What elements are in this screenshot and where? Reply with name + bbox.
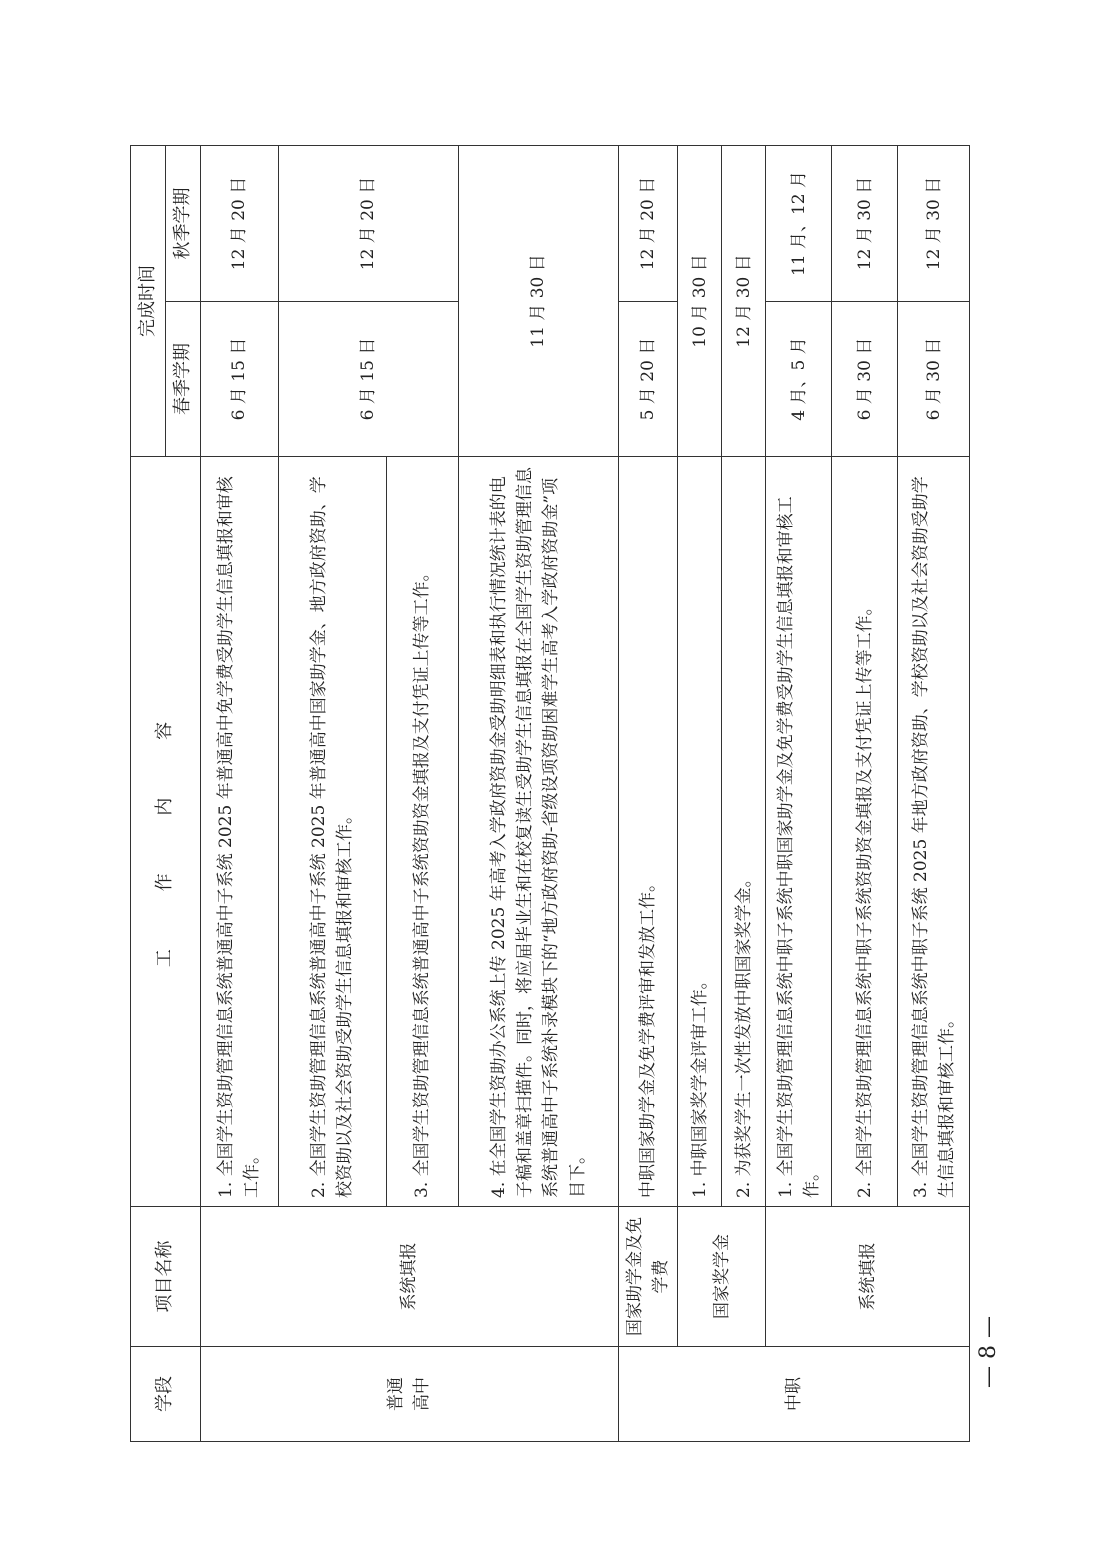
work-cell: 2. 为获奖学生一次性发放中职国家奖学金。 (722, 457, 766, 1207)
autumn-deadline: 12 月 20 日 (618, 146, 678, 302)
work-cell: 中职国家助学金及免学费评审和发放工作。 (618, 457, 678, 1207)
rotated-page (130, 146, 957, 1442)
spring-deadline: 5 月 20 日 (618, 302, 678, 457)
header-autumn: 秋季学期 (165, 146, 200, 302)
spring-deadline: 6 月 15 日 (200, 302, 278, 457)
autumn-deadline: 12 月 30 日 (832, 146, 898, 302)
spring-deadline: 6 月 15 日 (278, 302, 458, 457)
header-project: 项目名称 (131, 1207, 201, 1347)
autumn-deadline: 12 月 20 日 (278, 146, 458, 302)
spring-deadline: 6 月 30 日 (832, 302, 898, 457)
header-spring: 春季学期 (165, 302, 200, 457)
work-cell: 2. 全国学生资助管理信息系统普通高中子系统 2025 年普通高中国家助学金、地方政府资助、学校资助以及社会资助受助学生信息填报和审核工作。 (278, 457, 386, 1207)
header-deadline: 完成时间 (131, 146, 166, 457)
project-cell: 国家奖学金 (678, 1207, 766, 1347)
project-cell: 系统填报 (200, 1207, 618, 1347)
header-work: 工 作 内 容 (131, 457, 201, 1207)
work-cell: 1. 中职国家奖学金评审工作。 (678, 457, 722, 1207)
work-cell: 3. 全国学生资助管理信息系统中职子系统 2025 年地方政府资助、学校资助以及社会资助受助学生信息填报和审核工作。 (898, 457, 970, 1207)
deadline-cell: 11 月 30 日 (458, 146, 618, 457)
work-cell: 2. 全国学生资助管理信息系统中职子系统资助资金填报及支付凭证上传等工作。 (832, 457, 898, 1207)
deadline-cell: 10 月 30 日 (678, 146, 722, 457)
autumn-deadline: 12 月 20 日 (200, 146, 278, 302)
work-cell: 4. 在全国学生资助办公系统上传 2025 年高考入学政府资助金受助明细表和执行情况统计表的电子稿和盖章扫描件。同时，将应届毕业生和在校复读生受助学生信息填报在全国学生资助管理信息系统普通高中子系统补录模块下的“地方政府资助-省级设项资助困难学生高考入学政府资助金”项目下。 (458, 457, 618, 1207)
spring-deadline: 4 月、5 月 (766, 302, 832, 457)
stage-cell: 中职 (618, 1347, 970, 1442)
stage-cell: 普通 高中 (200, 1347, 618, 1442)
deadline-cell: 12 月 30 日 (722, 146, 766, 457)
header-stage: 学段 (131, 1347, 201, 1442)
page-number-text: — 8 — (976, 1316, 1001, 1388)
spring-deadline: 6 月 30 日 (898, 302, 970, 457)
work-cell: 1. 全国学生资助管理信息系统中职子系统中职国家助学金及免学费受助学生信息填报和审核工作。 (766, 457, 832, 1207)
autumn-deadline: 11 月、12 月 (766, 146, 832, 302)
work-cell: 3. 全国学生资助管理信息系统普通高中子系统资助资金填报及支付凭证上传等工作。 (386, 457, 458, 1207)
page-number (966, 1318, 1006, 1418)
project-cell: 系统填报 (766, 1207, 970, 1347)
autumn-deadline: 12 月 30 日 (898, 146, 970, 302)
work-cell: 1. 全国学生资助管理信息系统普通高中子系统 2025 年普通高中免学费受助学生信息填报和审核工作。 (200, 457, 278, 1207)
schedule-table (130, 145, 970, 1442)
project-cell: 国家助学金及免学费 (618, 1207, 678, 1347)
